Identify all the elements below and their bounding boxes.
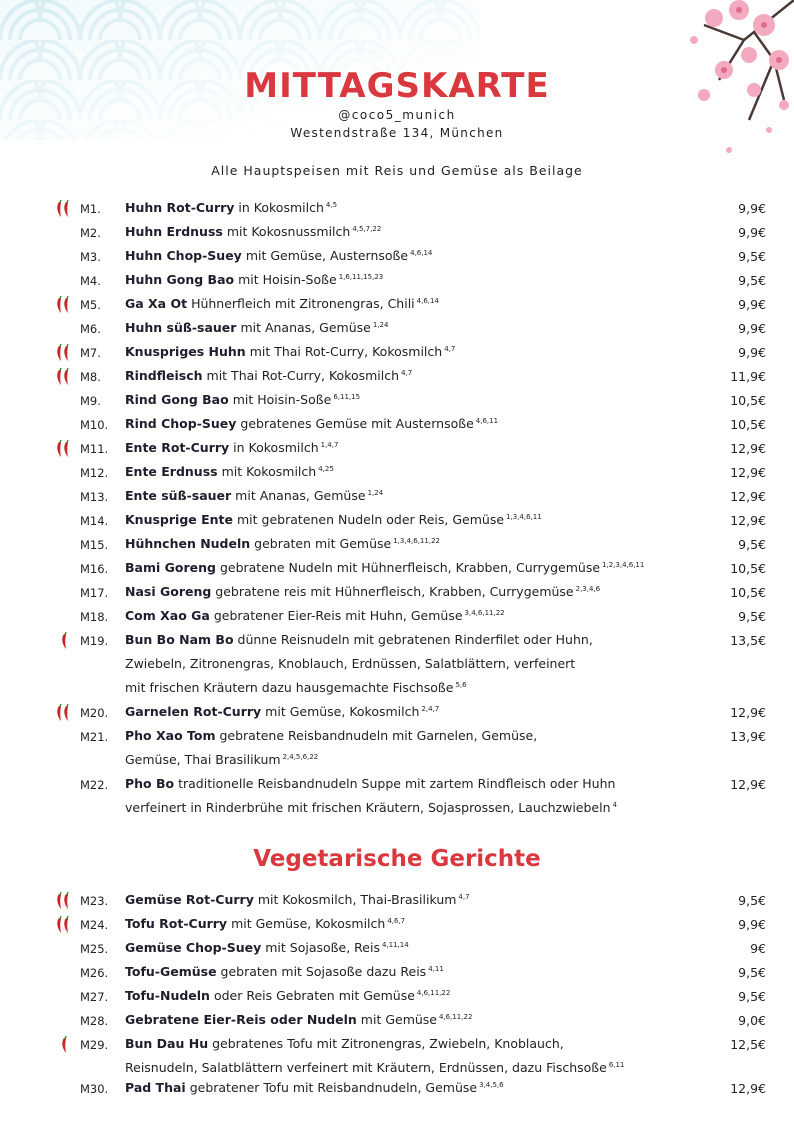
item-price: 10,5€ [730, 393, 766, 408]
item-description-line [125, 704, 715, 719]
item-code: M5. [80, 298, 101, 312]
item-description-line [125, 1080, 715, 1095]
allergen-codes: 1,3,4,6,11,22 [393, 537, 440, 545]
dish-description: mit frischen Kräutern dazu hausgemachte Fischsoße [125, 680, 454, 695]
item-price: 12,5€ [730, 1037, 766, 1052]
dish-description: mit Gemüse, Kokosmilch [231, 916, 386, 931]
dish-name: Tofu-Gemüse [125, 964, 217, 979]
item-description-line [125, 680, 715, 695]
item-code: M19. [80, 634, 109, 648]
item-description-line [125, 560, 715, 575]
item-description-line [125, 344, 715, 359]
allergen-codes: 1,4,7 [320, 441, 339, 449]
dish-description: mit Kokosnussmilch [226, 224, 351, 239]
dish-name: Huhn Gong Bao [125, 272, 235, 287]
item-code: M12. [80, 466, 109, 480]
dish-description: mit Kokosmilch, Thai-Brasilikum [257, 892, 457, 907]
dish-name: Ente Erdnuss [125, 464, 218, 479]
dish-description: mit Gemüse, Kokosmilch [265, 704, 420, 719]
item-code: M24. [80, 918, 109, 932]
dish-description: mit Thai Rot-Curry, Kokosmilch [206, 368, 400, 383]
item-description-line [125, 1012, 715, 1027]
item-code: M4. [80, 274, 101, 288]
item-description-line [125, 1036, 715, 1051]
allergen-codes: 1,2,3,4,6,11 [602, 561, 645, 569]
dish-description: Zwiebeln, Zitronengras, Knoblauch, Erdnüssen, Salatblättern, verfeinert [125, 656, 576, 671]
dish-description: in Kokosmilch [233, 440, 319, 455]
dish-name: Bami Goreng [125, 560, 216, 575]
chili-spicy-icon [56, 368, 76, 386]
item-code: M18. [80, 610, 109, 624]
allergen-codes: 1,24 [372, 321, 389, 329]
item-description-line [125, 800, 715, 815]
dish-name: Ga Xa Ot [125, 296, 188, 311]
item-description-line [125, 464, 715, 479]
dish-description: gebratene Reisbandnudeln mit Garnelen, Gemüse, [219, 728, 538, 743]
item-code: M8. [80, 370, 101, 384]
item-description-line [125, 440, 715, 455]
item-description-line [125, 752, 715, 767]
item-price: 12,9€ [730, 441, 766, 456]
dish-description: gebratener Tofu mit Reisbandnudeln, Gemüse [189, 1080, 478, 1095]
item-description-line [125, 224, 715, 239]
item-description-line [125, 988, 715, 1003]
dish-description: mit Kokosmilch [221, 464, 317, 479]
allergen-codes: 5,6 [455, 681, 467, 689]
dish-name: Tofu-Nudeln [125, 988, 210, 1003]
item-code: M3. [80, 250, 101, 264]
allergen-codes: 4 [612, 801, 617, 809]
dish-description: traditionelle Reisbandnudeln Suppe mit zartem Rindfleisch oder Huhn [178, 776, 616, 791]
item-description-line [125, 392, 715, 407]
item-description-line [125, 656, 715, 671]
dish-name: Gebratene Eier-Reis oder Nudeln [125, 1012, 357, 1027]
item-price: 9,0€ [738, 1013, 766, 1028]
item-description-line [125, 512, 715, 527]
item-description-line [125, 1060, 715, 1075]
item-price: 11,9€ [730, 369, 766, 384]
item-price: 9,5€ [738, 537, 766, 552]
dish-description: gebratenes Tofu mit Zitronengras, Zwiebeln, Knoblauch, [212, 1036, 564, 1051]
dish-name: Com Xao Ga [125, 608, 210, 623]
item-code: M28. [80, 1014, 109, 1028]
item-price: 9,5€ [738, 609, 766, 624]
dish-description: gebraten mit Gemüse [254, 536, 392, 551]
dish-description: gebratenes Gemüse mit Austernsoße [240, 416, 474, 431]
item-code: M14. [80, 514, 109, 528]
item-code: M13. [80, 490, 109, 504]
allergen-codes: 1,6,11,15,23 [338, 273, 384, 281]
dish-name: Gemüse Chop-Suey [125, 940, 262, 955]
item-description-line [125, 584, 715, 599]
dish-name: Rind Chop-Suey [125, 416, 237, 431]
dish-name: Garnelen Rot-Curry [125, 704, 262, 719]
dish-description: gebratene reis mit Hühnerfleisch, Krabben, Currygemüse [215, 584, 574, 599]
item-description-line [125, 728, 715, 743]
allergen-codes: 2,4,7 [421, 705, 440, 713]
item-description-line [125, 296, 715, 311]
item-description-line [125, 248, 715, 263]
allergen-codes: 4,11 [428, 965, 444, 973]
item-code: M25. [80, 942, 109, 956]
dish-name: Huhn Chop-Suey [125, 248, 242, 263]
item-price: 9,5€ [738, 893, 766, 908]
chili-spicy-icon [56, 440, 76, 458]
allergen-codes: 4,25 [318, 465, 334, 473]
item-price: 9,5€ [738, 965, 766, 980]
item-price: 9,5€ [738, 989, 766, 1004]
allergen-codes: 4,6,14 [416, 297, 439, 305]
dish-description: dünne Reisnudeln mit gebratenen Rinderfilet oder Huhn, [237, 632, 593, 647]
dish-name: Ente süß-sauer [125, 488, 232, 503]
allergen-codes: 4,11,14 [381, 941, 409, 949]
dish-description: mit Hoisin-Soße [238, 272, 337, 287]
allergen-codes: 3,4,6,11,22 [464, 609, 505, 617]
item-description-line [125, 916, 715, 931]
item-description-line [125, 964, 715, 979]
item-code: M16. [80, 562, 109, 576]
item-price: 12,9€ [730, 489, 766, 504]
side-dish-note: Alle Hauptspeisen mit Reis und Gemüse als Beilage [211, 163, 583, 178]
item-code: M29. [80, 1038, 109, 1052]
dish-description: mit Gemüse [360, 1012, 437, 1027]
dish-name: Hühnchen Nudeln [125, 536, 251, 551]
dish-description: mit Gemüse, Austernsoße [245, 248, 409, 263]
dish-description: mit Sojasoße, Reis [265, 940, 380, 955]
dish-description: Reisnudeln, Salatblättern verfeinert mit Kräutern, Erdnüssen, dazu Fischsoße [125, 1060, 607, 1075]
allergen-codes: 1,24 [367, 489, 384, 497]
dish-name: Knuspriges Huhn [125, 344, 246, 359]
item-description-line [125, 320, 715, 335]
dish-name: Huhn süß-sauer [125, 320, 237, 335]
chili-spicy-icon [56, 892, 76, 910]
allergen-codes: 4,6,14 [410, 249, 433, 257]
item-description-line [125, 368, 715, 383]
item-description-line [125, 632, 715, 647]
dish-description: mit Ananas, Gemüse [240, 320, 371, 335]
vegetarian-section-title: Vegetarische Gerichte [253, 846, 541, 872]
allergen-codes: 4,6,11,22 [416, 989, 451, 997]
allergen-codes: 4,5 [325, 201, 338, 209]
restaurant-address: Westendstraße 134, München [290, 126, 504, 140]
allergen-codes: 6,11 [608, 1061, 625, 1069]
chili-spicy-icon [56, 296, 76, 314]
dish-name: Pad Thai [125, 1080, 186, 1095]
dish-description: mit Ananas, Gemüse [235, 488, 366, 503]
item-price: 9,5€ [738, 249, 766, 264]
dish-description: gebraten mit Sojasoße dazu Reis [220, 964, 427, 979]
allergen-codes: 4,7 [458, 893, 470, 901]
dish-description: Gemüse, Thai Brasilikum [125, 752, 281, 767]
dish-description: mit Hoisin-Soße [232, 392, 332, 407]
item-price: 12,9€ [730, 777, 766, 792]
chili-spicy-icon [56, 344, 76, 362]
item-description-line [125, 416, 715, 431]
item-code: M10. [80, 418, 109, 432]
dish-name: Knusprige Ente [125, 512, 233, 527]
dish-name: Nasi Goreng [125, 584, 212, 599]
item-description-line [125, 536, 715, 551]
allergen-codes: 4,6,11 [475, 417, 499, 425]
dish-description: gebratener Eier-Reis mit Huhn, Gemüse [213, 608, 463, 623]
dish-description: verfeinert in Rinderbrühe mit frischen Kräutern, Sojasprossen, Lauchzwiebeln [125, 800, 611, 815]
item-description-line [125, 608, 715, 623]
allergen-codes: 4,7 [401, 369, 413, 377]
allergen-codes: 2,4,5,6,22 [282, 753, 319, 761]
dish-name: Bun Bo Nam Bo [125, 632, 234, 647]
page-title: MITTAGSKARTE [244, 66, 550, 106]
item-code: M7. [80, 346, 101, 360]
chili-spicy-icon [56, 632, 76, 650]
item-price: 10,5€ [730, 585, 766, 600]
dish-name: Rindfleisch [125, 368, 203, 383]
allergen-codes: 4,7 [444, 345, 456, 353]
dish-description: gebratene Nudeln mit Hühnerfleisch, Krabben, Currygemüse [219, 560, 601, 575]
chili-spicy-icon [56, 916, 76, 934]
item-code: M15. [80, 538, 109, 552]
item-price: 9,9€ [738, 201, 766, 216]
item-description-line [125, 272, 715, 287]
item-code: M2. [80, 226, 101, 240]
allergen-codes: 2,3,4,6 [575, 585, 601, 593]
chili-spicy-icon [56, 200, 76, 218]
item-price: 10,5€ [730, 417, 766, 432]
allergen-codes: 4,5,7,22 [352, 225, 382, 233]
dish-name: Rind Gong Bao [125, 392, 229, 407]
item-code: M22. [80, 778, 109, 792]
dish-description: in Kokosmilch [238, 200, 324, 215]
dish-description: mit gebratenen Nudeln oder Reis, Gemüse [236, 512, 505, 527]
item-code: M21. [80, 730, 109, 744]
allergen-codes: 4,6,11,22 [439, 1013, 473, 1021]
dish-name: Pho Bo [125, 776, 175, 791]
social-handle: @coco5_munich [338, 108, 456, 122]
dish-name: Gemüse Rot-Curry [125, 892, 254, 907]
dish-description: Hühnerfleich mit Zitronengras, Chili [191, 296, 415, 311]
item-code: M17. [80, 586, 109, 600]
item-code: M26. [80, 966, 109, 980]
dish-name: Tofu Rot-Curry [125, 916, 228, 931]
item-price: 9,9€ [738, 225, 766, 240]
dish-name: Bun Dau Hu [125, 1036, 209, 1051]
allergen-codes: 1,3,4,6,11 [506, 513, 542, 521]
item-description-line [125, 776, 715, 791]
item-description-line [125, 940, 715, 955]
item-price: 13,9€ [730, 729, 766, 744]
item-code: M20. [80, 706, 109, 720]
item-price: 12,9€ [730, 705, 766, 720]
item-code: M1. [80, 202, 101, 216]
item-code: M11. [80, 442, 109, 456]
dish-name: Huhn Rot-Curry [125, 200, 235, 215]
item-code: M23. [80, 894, 109, 908]
item-price: 12,9€ [730, 465, 766, 480]
item-price: 12,9€ [730, 1081, 766, 1096]
chili-spicy-icon [56, 1036, 76, 1054]
item-price: 9,9€ [738, 297, 766, 312]
item-price: 13,5€ [730, 633, 766, 648]
item-description-line [125, 488, 715, 503]
allergen-codes: 4,6,7 [387, 917, 406, 925]
item-description-line [125, 892, 715, 907]
dish-name: Pho Xao Tom [125, 728, 216, 743]
dish-description: mit Thai Rot-Curry, Kokosmilch [249, 344, 443, 359]
item-price: 12,9€ [730, 513, 766, 528]
chili-spicy-icon [56, 704, 76, 722]
item-price: 9€ [750, 941, 766, 956]
dish-description: oder Reis Gebraten mit Gemüse [213, 988, 415, 1003]
allergen-codes: 6,11,15 [333, 393, 361, 401]
item-code: M6. [80, 322, 101, 336]
item-price: 9,9€ [738, 321, 766, 336]
dish-name: Ente Rot-Curry [125, 440, 230, 455]
item-code: M30. [80, 1082, 109, 1096]
item-price: 10,5€ [730, 561, 766, 576]
item-description-line [125, 200, 715, 215]
item-code: M27. [80, 990, 109, 1004]
item-price: 9,9€ [738, 345, 766, 360]
dish-name: Huhn Erdnuss [125, 224, 223, 239]
item-code: M9. [80, 394, 101, 408]
item-price: 9,5€ [738, 273, 766, 288]
item-price: 9,9€ [738, 917, 766, 932]
allergen-codes: 3,4,5,6 [479, 1081, 504, 1089]
